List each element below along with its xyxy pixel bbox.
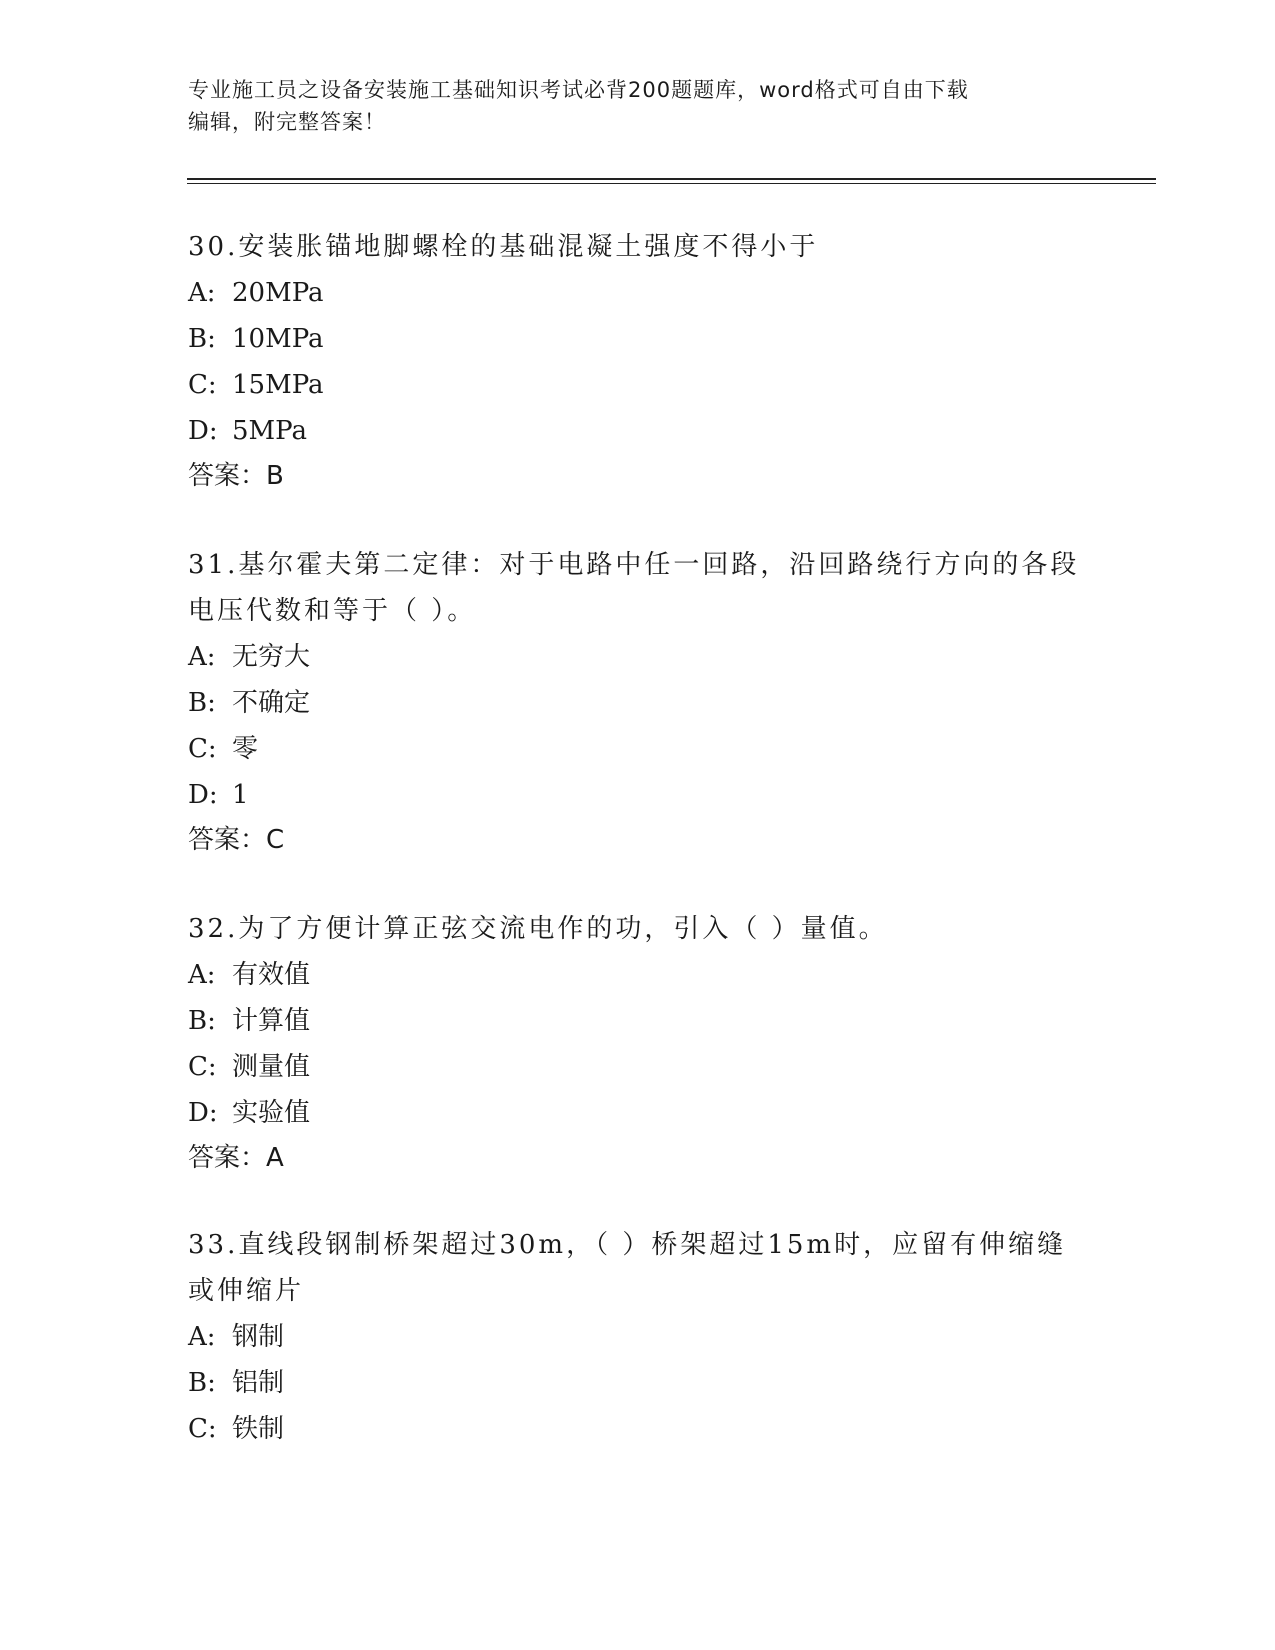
option-label: A: [188,642,216,672]
option-label: B: [188,1006,216,1036]
option-text: 有效值 [232,960,311,990]
option-label: C: [188,370,217,400]
option-label: A: [188,1322,216,1352]
option-text: 20MPa [232,278,324,308]
option-b [188,316,1088,362]
option-d [188,408,1088,454]
option-label: B: [188,324,216,354]
header-line-2: 编辑，附完整答案！ [188,110,386,134]
question-stem: 30.安装胀锚地脚螺栓的基础混凝土强度不得小于 [188,232,819,262]
option-text: 铁制 [232,1414,285,1444]
question-32 [188,906,1088,1180]
option-text: 计算值 [232,1006,311,1036]
header-rule-thick [187,178,1156,180]
option-text: 测量值 [232,1052,311,1082]
option-label: B: [188,1368,216,1398]
header-rule-thin [187,183,1156,184]
question-30 [188,224,1088,498]
question-stem: 32.为了方便计算正弦交流电作的功，引入（ ）量值。 [188,914,888,944]
option-b [188,998,1088,1044]
option-text: 零 [232,734,259,764]
option-text: 钢制 [232,1322,285,1352]
option-text: 10MPa [232,324,324,354]
option-label: B: [188,688,216,718]
header-line-1: 专业施工员之设备安装施工基础知识考试必背200题题库，word格式可自由下载 [188,78,969,102]
option-c [188,362,1088,408]
option-c [188,726,1088,772]
option-label: C: [188,734,217,764]
option-text: 不确定 [232,688,311,718]
answer: 答案：C [188,825,285,855]
option-d [188,772,1088,818]
option-text: 铝制 [232,1368,285,1398]
option-label: C: [188,1052,217,1082]
option-a [188,1314,1088,1360]
answer: 答案：A [188,1143,284,1173]
option-text: 15MPa [232,370,324,400]
question-31 [188,542,1088,862]
option-label: D: [188,416,218,446]
option-a [188,270,1088,316]
option-label: C: [188,1414,217,1444]
option-c [188,1044,1088,1090]
option-text: 无穷大 [232,642,311,672]
option-text: 5MPa [232,416,307,446]
option-b [188,680,1088,726]
option-d [188,1090,1088,1136]
option-text: 1 [232,780,249,810]
option-text: 实验值 [232,1098,311,1128]
option-c [188,1406,1088,1452]
option-label: A: [188,278,216,308]
question-33 [188,1222,1088,1452]
option-b [188,1360,1088,1406]
option-label: D: [188,1098,218,1128]
question-stem: 33.直线段钢制桥架超过30m，（ ）桥架超过15m时，应留有伸缩缝或伸缩片 [188,1230,1067,1306]
document-header [188,74,1088,138]
option-a [188,952,1088,998]
answer: 答案：B [188,461,284,491]
option-label: D: [188,780,218,810]
question-stem: 31.基尔霍夫第二定律：对于电路中任一回路，沿回路绕行方向的各段电压代数和等于（ ）。 [188,550,1080,626]
option-a [188,634,1088,680]
option-label: A: [188,960,216,990]
